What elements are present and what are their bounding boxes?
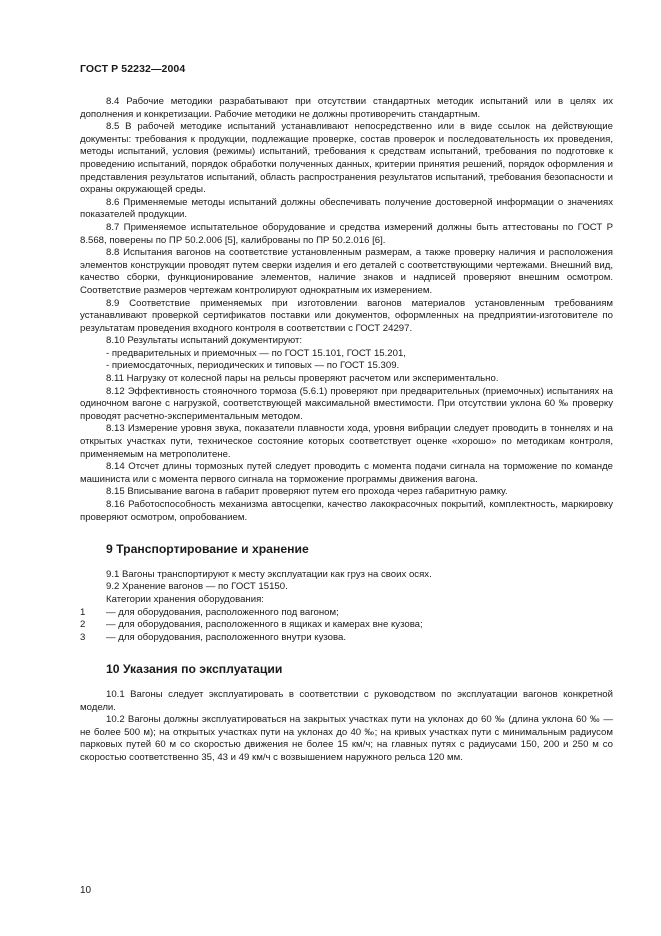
paragraph-8-6: 8.6 Применяемые методы испытаний должны обеспечивать получение достоверной информации о значениях показателей продукции.	[80, 196, 613, 221]
paragraph-8-16: 8.16 Работоспособность механизма автосцепки, качество лакокрасочных покрытий, комплектность, маркировку проверяют осмотром, опробованием.	[80, 499, 613, 523]
category-text: — для оборудования, расположенного внутри кузова.	[106, 631, 346, 643]
paragraph-10-2: 10.2 Вагоны должны эксплуатироваться на закрытых участках пути на уклонах до 60 ‰ (длина уклона 60 ‰ — не более 500 м); на открытых участках пути на уклонах до 40 ‰; на кривых участках пути с минимальным радиусом парковых путей 60 м со скоростью движения не более 15 км/ч; на главных путях с радиусами 150, 200 и 250 м со скоростью соответственно 35, 43 и 49 км/ч с возвышением наружного рельса 120 мм.	[80, 714, 613, 763]
paragraph-8-12: 8.12 Эффективность стояночного тормоза (5.6.1) проверяют при предварительных (приемочных) испытаниях на одиночном вагоне с нагрузкой, соответствующей максимальной вместимости. При отсутствии уклона 60 ‰ проверку проводят расчетно-экспериментальным методом.	[80, 385, 613, 422]
list-item-8-10-b: - приемосдаточных, периодических и типовых — по ГОСТ 15.309.	[106, 360, 400, 372]
category-number: 3	[80, 631, 86, 643]
paragraph-8-13: 8.13 Измерение уровня звука, показатели плавности хода, уровня вибрации следует проводить в тоннелях и на открытых участках пути, техническое состояние которых соответствует оценке «хорошо» по методикам контроля, применяемым на метрополитене.	[80, 423, 613, 460]
storage-categories-intro: Категории хранения оборудования:	[106, 593, 264, 605]
paragraph-8-15: 8.15 Вписывание вагона в габарит проверяют путем его прохода через габаритную рамку.	[106, 486, 508, 498]
paragraph-8-5: 8.5 В рабочей методике испытаний устанавливают непосредственно или в виде ссылок на действующие документы: требования к продукции, подлежащие проверке, состав проверок и последовательность их проведения, методы испытаний, условия (режимы) испытаний, требования к средствам испытаний, требования по подготовке к проведению испытаний, порядок обработки полученных данных, критерии принятия решений, порядок оформления и представления результатов испытаний, область распространения результатов испытаний, требования безопасности и охраны окружающей среды.	[80, 121, 613, 196]
paragraph-8-7: 8.7 Применяемое испытательное оборудование и средства измерений должны быть аттестованы по ГОСТ Р 8.568, поверены по ПР 50.2.006 [5], калиброваны по ПР 50.2.016 [6].	[80, 221, 613, 246]
paragraph-8-8: 8.8 Испытания вагонов на соответствие установленным размерам, а также проверку наличия и расположения элементов конструкции проводят путем сверки изделия и его деталей с соответствующими чертежами. Внешний вид, качество сборки, функционирование элементов, наличие знаков и надписей проверяют внешним осмотром. Соответствие размеров чертежам контролируют однократным их измерением.	[80, 247, 613, 296]
paragraph-8-14: 8.14 Отсчет длины тормозных путей следует проводить с момента подачи сигнала на торможение по команде машиниста или с момента первого сигнала на торможение программы движения вагона.	[80, 461, 613, 485]
storage-category-3	[80, 632, 613, 645]
storage-category-1	[80, 607, 613, 620]
page-body	[80, 96, 613, 765]
category-number: 2	[80, 619, 86, 631]
section-9-heading: 9 Транспортирование и хранение	[106, 542, 309, 557]
category-number: 1	[80, 606, 86, 618]
storage-category-2	[80, 619, 613, 632]
document-id: ГОСТ Р 52232—2004	[80, 63, 186, 75]
paragraph-9-2: 9.2 Хранение вагонов — по ГОСТ 15150.	[106, 581, 288, 593]
list-item-8-10-a: - предварительных и приемочных — по ГОСТ 15.101, ГОСТ 15.201,	[106, 347, 406, 359]
paragraph-9-1: 9.1 Вагоны транспортируют к месту эксплуатации как груз на своих осях.	[106, 568, 432, 580]
category-text: — для оборудования, расположенного под вагоном;	[106, 606, 339, 618]
paragraph-10-1: 10.1 Вагоны следует эксплуатировать в соответствии с руководством по эксплуатации вагонов конкретной модели.	[80, 688, 613, 713]
paragraph-8-9: 8.9 Соответствие применяемых при изготовлении вагонов материалов установленным требованиям устанавливают проверкой сертификатов поставки или документов, оформленных на предприятии-изготовителе по результатам проведения входного контроля в соответствии с ГОСТ 24297.	[80, 297, 613, 334]
section-10-heading: 10 Указания по эксплуатации	[106, 662, 283, 677]
paragraph-8-4: 8.4 Рабочие методики разрабатывают при отсутствии стандартных методик испытаний или в целях их дополнения и конкретизации. Рабочие методики не должны противоречить стандартным.	[80, 96, 613, 120]
category-text: — для оборудования, расположенного в ящиках и камерах вне кузова;	[106, 619, 423, 631]
page-number: 10	[80, 885, 92, 896]
paragraph-8-10: 8.10 Результаты испытаний документируют:	[106, 335, 303, 347]
paragraph-8-11: 8.11 Нагрузку от колесной пары на рельсы проверяют расчетом или экспериментально.	[106, 373, 499, 385]
